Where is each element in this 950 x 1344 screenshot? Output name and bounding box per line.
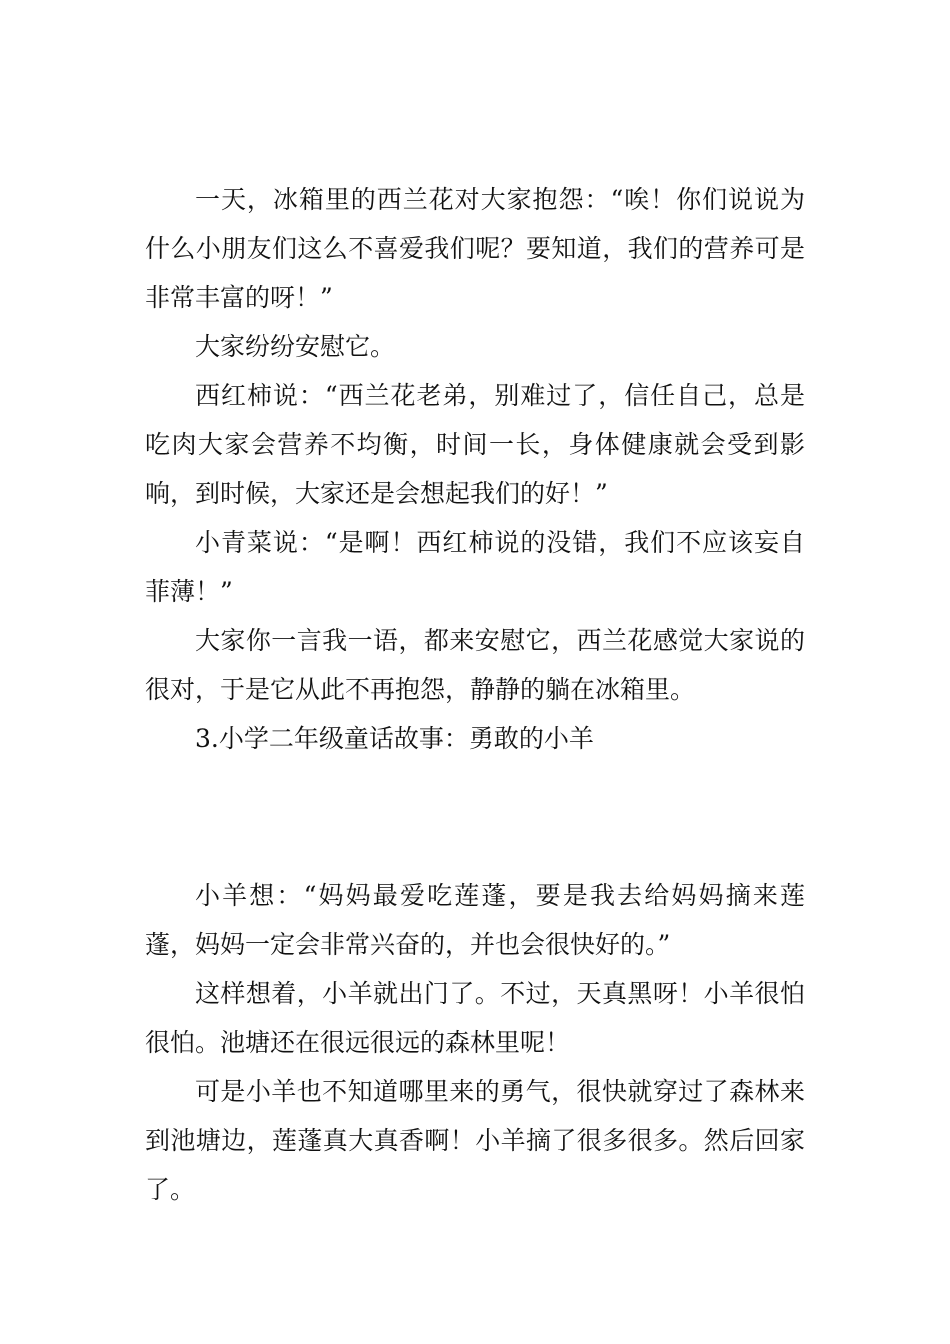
paragraph-lamb-goes-out: 这样想着，小羊就出门了。不过，天真黑呀！小羊很怕很怕。池塘还在很远很远的森林里呢！ <box>145 979 805 1057</box>
story-section-broccoli <box>145 175 805 763</box>
paragraph-broccoli-content: 大家你一言我一语，都来安慰它，西兰花感觉大家说的很对，于是它从此不再抱怨，静静的躺在冰箱里。 <box>145 626 805 704</box>
story-section-brave-lamb <box>145 871 805 1214</box>
paragraph-tomato-says: 西红柿说：“西兰花老弟，别难过了，信任自己，总是吃肉大家会营养不均衡，时间一长，身体健康就会受到影响，到时候，大家还是会想起我们的好！” <box>145 381 805 508</box>
story-heading-brave-lamb: 3.小学二年级童话故事：勇敢的小羊 <box>195 724 594 753</box>
paragraph-lamb-picks-lotus: 可是小羊也不知道哪里来的勇气，很快就穿过了森林来到池塘边，莲蓬真大真香啊！小羊摘了很多很多。然后回家了。 <box>145 1077 805 1204</box>
paragraph-everyone-comforts: 大家纷纷安慰它。 <box>195 332 396 361</box>
paragraph-broccoli-complaint: 一天，冰箱里的西兰花对大家抱怨：“唉！你们说说为什么小朋友们这么不喜爱我们呢？要知道，我们的营养可是非常丰富的呀！” <box>145 185 805 312</box>
paragraph-lamb-thinks: 小羊想：“妈妈最爱吃莲蓬，要是我去给妈妈摘来莲蓬，妈妈一定会非常兴奋的，并也会很快好的。” <box>145 881 805 959</box>
paragraph-greens-says: 小青菜说：“是啊！西红柿说的没错，我们不应该妄自菲薄！” <box>145 528 805 606</box>
